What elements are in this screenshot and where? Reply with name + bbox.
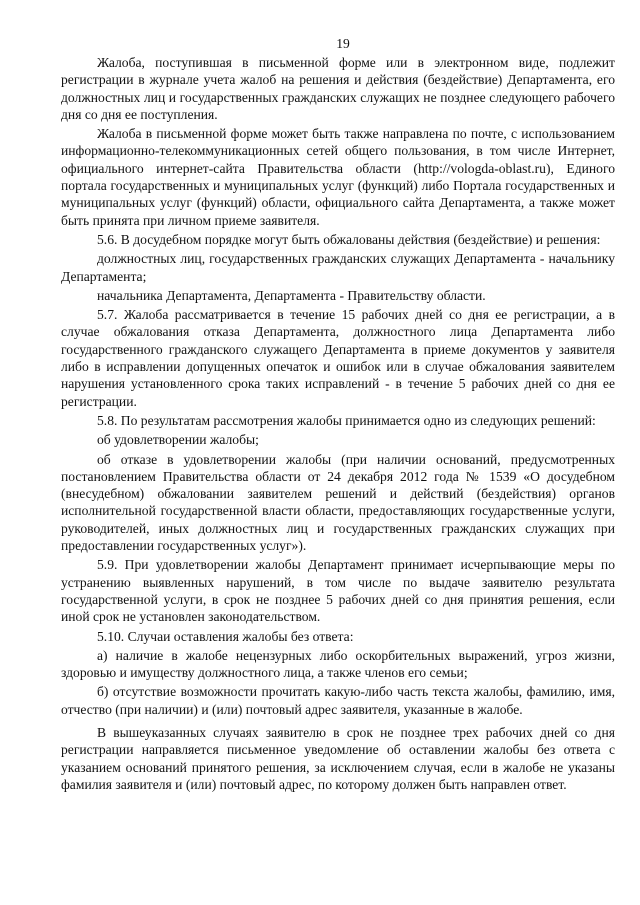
page-number: 19 [336,36,350,51]
paragraph-case-b: б) отсутствие возможности прочитать какую-либо часть текста жалобы, фамилию, имя, отчество (при наличии) и (или) почтовый адрес заявителя, указанные в жалобе. [61,684,615,717]
paragraph-complaint-channels: Жалоба в письменной форме может быть также направлена по почте, с использованием информационно-телекоммуникационных сетей общего пользования, в том числе Интернет, официального интернет-сайта Правительства области (http://vologda-oblast.ru), Единого портала государственных и муниципальных услуг (функций) либо Портала государственных и муниципальных услуг (функций) области, официального сайта Департамента, а также может быть принята при личном приеме заявителя. [61,126,615,228]
paragraph-5-8: 5.8. По результатам рассмотрения жалобы принимается одно из следующих решений: [97,412,596,428]
paragraph-notification: В вышеуказанных случаях заявителю в срок не позднее трех рабочих дней со дня регистрации направляется письменное уведомление об оставлении жалобы без ответа с указанием оснований принятого решения, за исключением случая, если в жалобе не указаны фамилия заявителя и (или) почтовый адрес, по которому должен быть направлен ответ. [61,724,615,792]
paragraph-head-to-government: начальника Департамента, Департамента - Правительству области. [97,287,486,303]
paragraph-5-10: 5.10. Случаи оставления жалобы без ответа: [97,628,354,644]
paragraph-5-9: 5.9. При удовлетворении жалобы Департамент принимает исчерпывающие меры по устранению выявленных нарушений, в том числе по выдаче заявителю результата государственной услуги, в срок не позднее 5 рабочих дней со дня принятия решения, если иной срок не установлен законодательством. [61,557,615,625]
paragraph-case-a: а) наличие в жалобе нецензурных либо оскорбительных выражений, угроз жизни, здоровью и имуществу должностного лица, а также членов его семьи; [61,647,615,681]
paragraph-satisfy-complaint: об удовлетворении жалобы; [97,432,259,448]
paragraph-officials-to-head: должностных лиц, государственных гражданских служащих Департамента - начальнику Департамента; [61,251,615,284]
paragraph-complaint-registration: Жалоба, поступившая в письменной форме или в электронном виде, подлежит регистрации в журнале учета жалоб на решения и действия (бездействие) Департамента, его должностных лиц и государственных гражданских служащих не позднее следующего рабочего дня со дня ее поступления. [61,55,615,122]
paragraph-5-6: 5.6. В досудебном порядке могут быть обжалованы действия (бездействие) и решения: [97,231,601,247]
paragraph-refuse-complaint: об отказе в удовлетворении жалобы (при наличии оснований, предусмотренных постановлением Правительства области от 24 декабря 2012 года № 1539 «О досудебном (внесудебном) обжаловании заявителем решений и действий (бездействия) органов исполнительной государственной власти области, предоставляющих государственные услуги, руководителей, иных должностных лиц и государственных гражданских служащих при предоставлении государственных услуг»). [61,451,615,554]
paragraph-5-7: 5.7. Жалоба рассматривается в течение 15 рабочих дней со дня ее регистрации, а в случае обжалования отказа Департамента, должностного лица Департамента либо государственного гражданского служащего Департамента в приеме документов у заявителя либо в исправлении допущенных опечаток и ошибок или в случае обжалования заявителем нарушения установленного срока таких исправлений - в течение 5 рабочих дней со дня ее регистрации. [61,307,615,409]
